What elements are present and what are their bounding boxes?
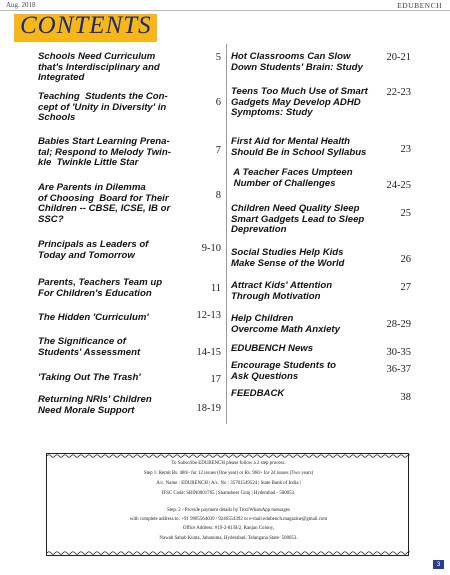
toc-entry-page: 23: [400, 144, 411, 155]
toc-entry-title-line: The Hidden 'Curriculum': [38, 312, 149, 323]
toc-entry-title: [231, 314, 340, 335]
toc-entry-title-line: Returning NRIs' Children: [38, 394, 152, 405]
toc-entry-title: [231, 204, 364, 236]
toc-entry-title-line: Number of Challenges: [231, 177, 336, 189]
subscription-line: Step 1: Remit Rs. 480/- for 12 issues (One year) or Rs. 960/- for 24 issues (Two years): [143, 471, 314, 476]
subscription-line: with complete address to: +91 9985564039 / 9246554392 or e-mail:edubench.magazine@gmail.com: [129, 517, 328, 522]
toc-entry-title-line: Teaching Students the Con-: [38, 91, 168, 102]
toc-entry[interactable]: [0, 395, 221, 418]
toc-entry[interactable]: [231, 361, 411, 384]
toc-entry-title-line: Down Students' Brain: Study: [231, 61, 363, 73]
toc-entry-title: [38, 137, 171, 169]
toc-entry-page: 26: [400, 254, 411, 265]
toc-entry-title: [231, 168, 353, 189]
toc-entry-title-line: Hot Classrooms Can Slow: [231, 51, 351, 62]
toc-entry-title-line: tal; Respond to Melody Twin-: [38, 146, 171, 158]
toc-entry-page: 17: [210, 374, 221, 385]
toc-entry-title-line: Schools Need Curriculum: [38, 51, 156, 62]
toc-entry-title: [38, 240, 148, 261]
toc-entry-title-line: Attract Kids' Attention: [231, 280, 333, 291]
subscription-line: A/c. Name : EDUBENCH | A/c. No : 35701549524 | State Bank of India |: [156, 481, 301, 486]
toc-entry[interactable]: [0, 240, 221, 263]
contents-title: CONTENTS: [20, 12, 152, 39]
toc-entry-title: [231, 52, 363, 73]
toc-entry[interactable]: [231, 314, 411, 337]
toc-entry-page: 9-10: [201, 243, 221, 254]
toc-entry-page: 22-23: [386, 87, 411, 98]
toc-entry[interactable]: [231, 137, 411, 160]
wavy-border-top: [47, 453, 410, 459]
toc-entry-page: 28-29: [386, 319, 411, 330]
toc-entry-page: 36-37: [386, 364, 411, 375]
page-number-badge: 3: [433, 560, 444, 569]
toc-entry-title-line: Schools: [38, 112, 76, 124]
toc-entry-title: [38, 92, 168, 124]
column-divider: [226, 44, 227, 424]
toc-entry-page: 14-15: [196, 347, 221, 358]
toc-entry[interactable]: [231, 168, 411, 191]
toc-entry-title-line: First Aid for Mental Health: [231, 136, 351, 147]
subscription-box: [46, 453, 409, 556]
toc-entry-title-line: Principals as Leaders of: [38, 239, 149, 250]
subscription-line: Step. 2 - Provide payment details by Text/WhatsApp messages: [167, 508, 290, 513]
toc-entry-title-line: Children -- CBSE, ICSE, IB or: [38, 203, 171, 215]
toc-entry-title-line: A Teacher Faces Umpteen: [231, 167, 353, 178]
toc-entry-page: 25: [400, 208, 411, 219]
wavy-border-bottom: [47, 550, 410, 556]
toc-entry-title: [38, 373, 141, 384]
toc-entry-title: [231, 281, 332, 302]
toc-entry-title: [231, 248, 344, 269]
toc-entry-page: 8: [215, 190, 221, 201]
toc-entry-title-line: The Significance of: [38, 336, 126, 347]
toc-entry[interactable]: [0, 92, 221, 126]
toc-entry[interactable]: [0, 278, 221, 301]
toc-entry-page: 20-21: [386, 52, 411, 63]
subscription-line: Office Address: #19-2-81/B/2, Ranjan Colony,: [182, 526, 275, 531]
toc-entry-page: 30-35: [386, 347, 411, 358]
header-magazine-name: EDUBENCH: [397, 1, 442, 10]
toc-entry-title-line: Through Motivation: [231, 290, 321, 302]
toc-entry-title-line: Babies Start Learning Prena-: [38, 136, 170, 147]
toc-entry[interactable]: [0, 310, 221, 326]
header-date: Aug. 2018: [6, 1, 36, 9]
toc-entry[interactable]: [231, 344, 411, 357]
subscription-line: IFSC Code: SBIN0001765 | Shamsheer Gunj | Hyderabad - 500053.: [161, 491, 296, 496]
toc-entry-title-line: cept of 'Unity in Diversity' in: [38, 101, 167, 113]
toc-entry-page: 18-19: [196, 403, 221, 414]
toc-entry-title-line: Overcome Math Anxiety: [231, 323, 340, 335]
toc-entry[interactable]: [0, 137, 221, 171]
toc-entry-page: 27: [400, 282, 411, 293]
toc-entry-page: 24-25: [386, 180, 411, 191]
toc-entry-title-line: Need Morale Support: [38, 404, 135, 416]
toc-entry[interactable]: [0, 373, 221, 386]
toc-entry-title: [38, 278, 162, 299]
toc-entry-title-line: Students' Assessment: [38, 346, 141, 358]
toc-entry-title: [231, 361, 336, 382]
toc-entry-page: 11: [210, 283, 221, 294]
toc-entry-title-line: Help Children: [231, 313, 294, 324]
toc-entry-title-line: Are Parents in Dilemma: [38, 182, 146, 193]
toc-entry-title-line: Gadgets May Develop ADHD: [231, 96, 361, 108]
toc-entry-title-line: of Choosing Board for Their: [38, 192, 169, 204]
toc-entry-title-line: Symptoms: Study: [231, 107, 313, 119]
toc-entry-title: [231, 389, 284, 400]
left-toc-column: [0, 0, 221, 430]
toc-entry-title-line: Children Need Quality Sleep: [231, 203, 360, 214]
toc-entry-title-line: For Children's Education: [38, 287, 152, 299]
toc-entry[interactable]: [231, 281, 411, 304]
subscription-line: Nawab Sahab Kunta, Jahanuma, Hyderabad, Telangana State- 500053.: [159, 536, 298, 541]
toc-entry-page: 5: [215, 52, 221, 63]
toc-entry-title-line: Teens Too Much Use of Smart: [231, 86, 368, 97]
toc-entry-title-line: Encourage Students to: [231, 360, 337, 371]
toc-entry-title-line: Social Studies Help Kids: [231, 247, 344, 258]
toc-entry[interactable]: [0, 183, 221, 227]
toc-entry-title: [38, 337, 140, 358]
toc-entry-title: [231, 87, 368, 119]
toc-entry-page: 12-13: [196, 310, 221, 321]
toc-entry-title-line: SSC?: [38, 213, 64, 225]
toc-entry[interactable]: [231, 248, 411, 271]
toc-entry[interactable]: [231, 389, 411, 402]
right-toc-column: [231, 0, 411, 430]
toc-entry-title-line: EDUBENCH News: [231, 343, 314, 354]
toc-entry-page: 6: [215, 97, 221, 108]
toc-entry-title-line: FEEDBACK: [231, 388, 285, 399]
toc-entry[interactable]: [0, 337, 221, 360]
toc-entry-title: [231, 137, 366, 158]
toc-entry-title-line: Make Sense of the World: [231, 257, 345, 269]
toc-entry-title: [38, 395, 152, 416]
toc-entry[interactable]: [231, 204, 411, 238]
toc-entry-title-line: Parents, Teachers Team up: [38, 277, 163, 288]
toc-entry-title-line: Ask Questions: [231, 370, 299, 382]
toc-entry-title-line: Integrated: [38, 72, 85, 84]
toc-entry-title-line: kle Twinkle Little Star: [38, 157, 139, 169]
toc-entry-title: [38, 183, 170, 225]
toc-entry-title-line: 'Taking Out The Trash': [38, 372, 141, 383]
subscription-line: To Subscribe EDUBENCH please follow a 2 step process.: [171, 461, 286, 466]
toc-entry-page: 7: [215, 145, 221, 156]
toc-entry-title-line: Should Be in School Syllabus: [231, 146, 367, 158]
toc-entry-title: [38, 313, 149, 324]
toc-entry-title: [38, 52, 160, 84]
toc-entry-title-line: Deprevation: [231, 224, 287, 236]
toc-entry[interactable]: [231, 87, 411, 121]
toc-entry-title-line: that's Interdisciplinary and: [38, 61, 160, 73]
toc-entry-title-line: Today and Tomorrow: [38, 249, 135, 261]
toc-entry-page: 38: [400, 392, 411, 403]
toc-entry[interactable]: [0, 52, 221, 86]
toc-entry[interactable]: [231, 52, 411, 75]
toc-entry-title: [231, 344, 313, 355]
toc-entry-title-line: Smart Gadgets Lead to Sleep: [231, 213, 365, 225]
